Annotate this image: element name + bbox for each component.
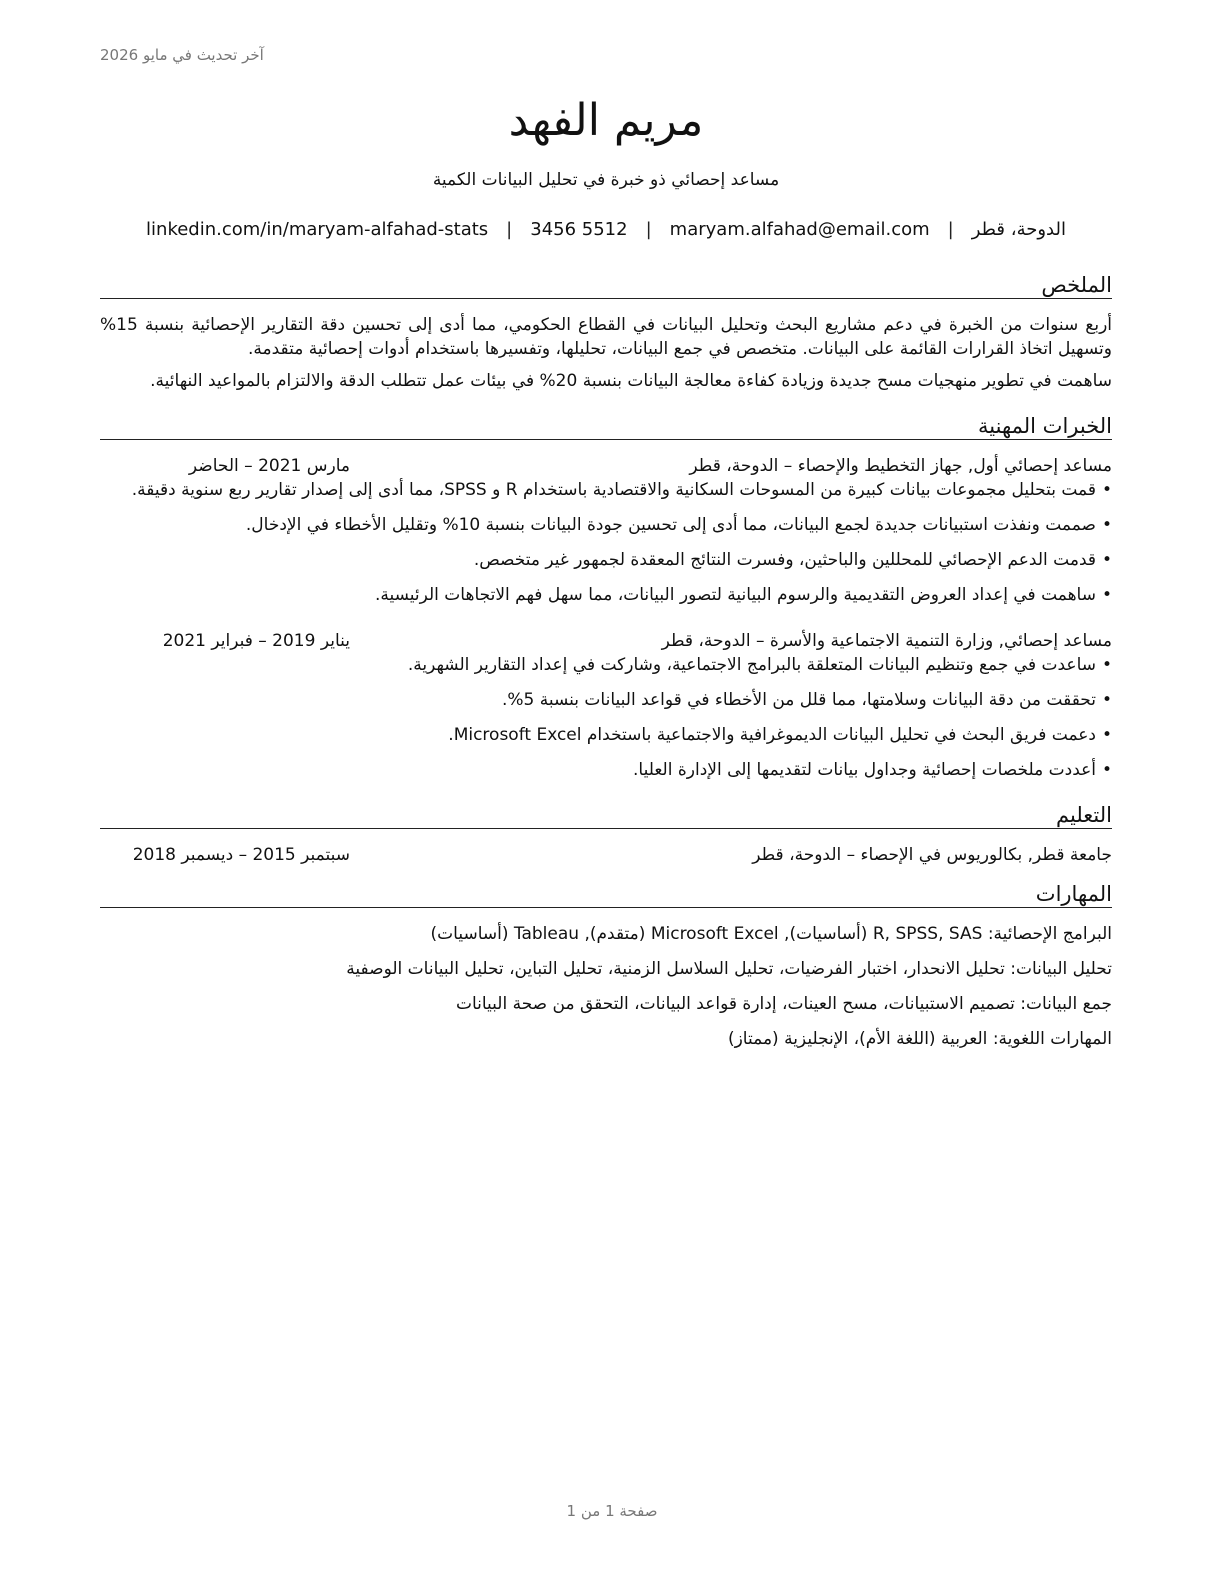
- summary-paragraph: أربع سنوات من الخبرة في دعم مشاريع البحث وتحليل البيانات في القطاع الحكومي، مما أدى إلى تحسين دقة التقارير الإحصائية بنسبة 15% وتسهيل اتخاذ القرارات القائمة على البيانات. متخصص في جمع البيانات، تحليلها، وتفسيرها باستخدام أدوات إحصائية متقدمة.: [100, 315, 1112, 359]
- job-bullets: [100, 653, 1112, 782]
- summary-paragraph: ساهمت في تطوير منهجيات مسح جديدة وزيادة كفاءة معالجة البيانات بنسبة 20% في بيئات عمل تتطلب الدقة والالتزام بالمواعيد النهائية.: [150, 371, 1112, 391]
- education-degree: جامعة قطر, بكالوريوس في الإحصاء – الدوحة، قطر: [752, 845, 1112, 865]
- contact-separator: |: [645, 219, 652, 240]
- contact-separator: |: [947, 219, 954, 240]
- job-title: مساعد إحصائي أول, جهاز التخطيط والإحصاء – الدوحة، قطر: [689, 456, 1112, 476]
- section-title-education: التعليم: [100, 802, 1112, 829]
- section-title-summary: الملخص: [100, 272, 1112, 299]
- skill-line: تحليل البيانات: تحليل الانحدار، اختبار الفرضيات، تحليل السلاسل الزمنية، تحليل التباين، تحليل البيانات الوصفية: [346, 959, 1112, 979]
- job-entry: [100, 454, 1112, 607]
- last-updated-note: آخر تحديث في مايو 2026: [100, 46, 264, 64]
- contact-phone: 3456 5512: [530, 219, 628, 240]
- job-dates: يناير 2019 – فبراير 2021: [162, 631, 350, 651]
- skills-list: [100, 922, 1112, 1051]
- candidate-name: مريم الفهد: [508, 95, 704, 146]
- section-title-experience: الخبرات المهنية: [100, 413, 1112, 440]
- page-number: صفحة 1 من 1: [566, 1502, 658, 1520]
- job-title: مساعد إحصائي, وزارة التنمية الاجتماعية والأسرة – الدوحة، قطر: [661, 631, 1112, 651]
- skill-line: المهارات اللغوية: العربية (اللغة الأم)، الإنجليزية (ممتاز): [727, 1029, 1112, 1049]
- job-header: [100, 629, 1112, 653]
- job-bullet: • دعمت فريق البحث في تحليل البيانات الديموغرافية والاجتماعية باستخدام Microsoft Excel.: [100, 723, 1112, 747]
- job-header: [100, 454, 1112, 478]
- job-bullets: [100, 478, 1112, 607]
- contact-email[interactable]: maryam.alfahad@email.com: [669, 219, 930, 240]
- skill-line: البرامج الإحصائية: R, SPSS, SAS (أساسيات), Microsoft Excel (متقدم), Tableau (أساسيات): [430, 924, 1112, 944]
- job-bullet: • قدمت الدعم الإحصائي للمحللين والباحثين، وفسرت النتائج المعقدة لجمهور غير متخصص.: [100, 548, 1112, 572]
- job-bullet: • ساعدت في جمع وتنظيم البيانات المتعلقة بالبرامج الاجتماعية، وشاركت في إعداد التقارير الشهرية.: [100, 653, 1112, 677]
- contact-linkedin[interactable]: linkedin.com/in/maryam-alfahad-stats: [146, 219, 489, 240]
- job-dates: مارس 2021 – الحاضر: [188, 456, 350, 476]
- job-entry: [100, 629, 1112, 782]
- skill-line: جمع البيانات: تصميم الاستبيانات، مسح العينات، إدارة قواعد البيانات، التحقق من صحة البيانات: [455, 994, 1112, 1014]
- job-bullet: • تحققت من دقة البيانات وسلامتها، مما قلل من الأخطاء في قواعد البيانات بنسبة 5%.: [100, 688, 1112, 712]
- job-bullet: • صممت ونفذت استبيانات جديدة لجمع البيانات، مما أدى إلى تحسين جودة البيانات بنسبة 10% وتقليل الأخطاء في الإدخال.: [100, 513, 1112, 537]
- contact-separator: |: [506, 219, 513, 240]
- contact-line: [100, 218, 1112, 242]
- job-bullet: • ساهمت في إعداد العروض التقديمية والرسوم البيانية لتصور البيانات، مما سهل فهم الاتجاهات الرئيسية.: [100, 583, 1112, 607]
- education-dates: سبتمبر 2015 – ديسمبر 2018: [132, 845, 350, 865]
- job-bullet: • أعددت ملخصات إحصائية وجداول بيانات لتقديمها إلى الإدارة العليا.: [100, 758, 1112, 782]
- contact-location: الدوحة، قطر: [971, 219, 1066, 240]
- section-title-skills: المهارات: [100, 881, 1112, 908]
- job-bullet: • قمت بتحليل مجموعات بيانات كبيرة من المسوحات السكانية والاقتصادية باستخدام R و SPSS، مما أدى إلى إصدار تقارير ربع سنوية دقيقة.: [100, 478, 1112, 502]
- candidate-tagline: مساعد إحصائي ذو خبرة في تحليل البيانات الكمية: [432, 170, 780, 190]
- education-entry: [100, 843, 1112, 867]
- resume-page: [100, 92, 1112, 1062]
